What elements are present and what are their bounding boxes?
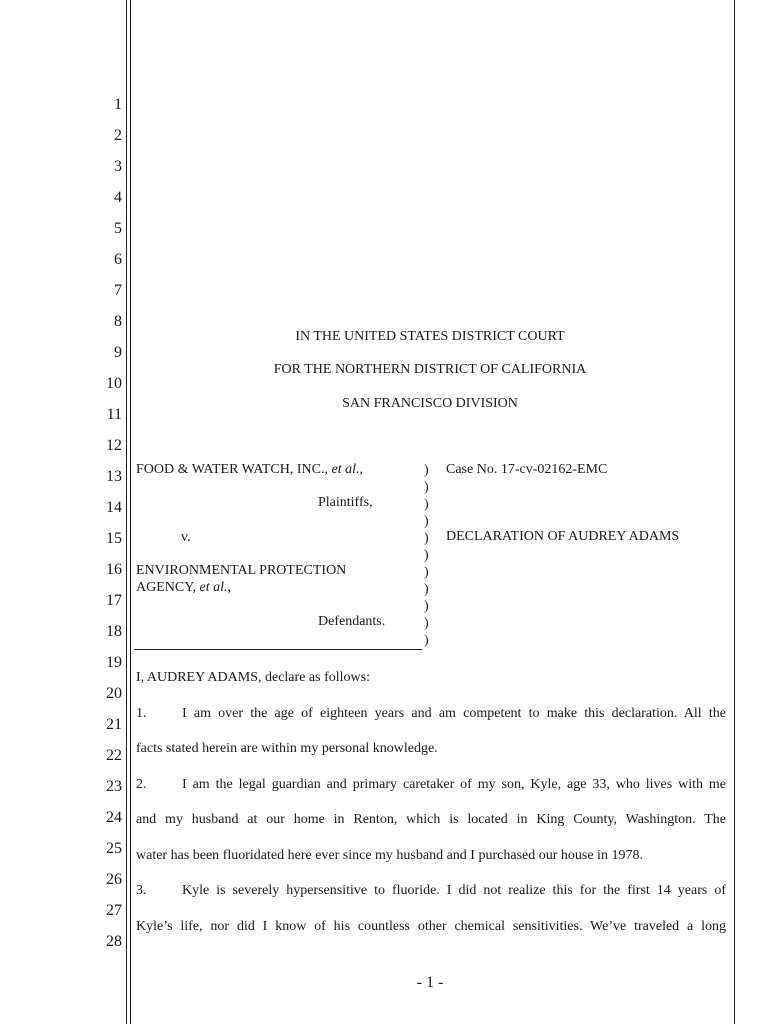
paragraph-3-line-1: Kyle is severely hypersensitive to fluoride. I did not realize this for the first 14 years of <box>182 883 726 898</box>
court-heading-line-3: SAN FRANCISCO DIVISION <box>342 396 518 411</box>
line-number: 2 <box>114 127 122 144</box>
line-number: 26 <box>106 871 122 888</box>
plaintiff-name: FOOD & WATER WATCH, INC., et al., <box>136 462 363 477</box>
line-number: 24 <box>106 809 122 826</box>
line-number: 28 <box>106 933 122 950</box>
line-number: 3 <box>114 158 122 175</box>
paragraph-2-line-3: water has been fluoridated here ever since my husband and I purchased our house in 1978. <box>136 848 643 863</box>
court-heading-line-2: FOR THE NORTHERN DISTRICT OF CALIFORNIA <box>273 362 587 377</box>
line-number: 12 <box>106 437 122 454</box>
left-margin-rule-1 <box>126 0 127 1024</box>
right-margin-rule <box>734 0 735 1024</box>
line-number: 16 <box>106 561 122 578</box>
line-number: 6 <box>114 251 122 268</box>
line-number: 5 <box>114 220 122 237</box>
line-number: 17 <box>106 592 122 609</box>
paragraph-3-line-2: Kyle’s life, nor did I know of his countless other chemical sensitivities. We’ve traveled a long <box>136 919 726 934</box>
line-number: 10 <box>106 375 122 392</box>
declaration-title: DECLARATION OF AUDREY ADAMS <box>446 529 680 544</box>
line-number: 20 <box>106 685 122 702</box>
line-number: 13 <box>106 468 122 485</box>
line-number: 18 <box>106 623 122 640</box>
paragraph-1-line-1: I am over the age of eighteen years and am competent to make this declaration. All the <box>182 706 726 721</box>
left-margin-rule-2 <box>130 0 131 1024</box>
case-number: Case No. 17-cv-02162-EMC <box>446 462 608 477</box>
line-number: 23 <box>106 778 122 795</box>
defendant-name-line-1: ENVIRONMENTAL PROTECTION <box>136 563 347 578</box>
page-number: - 1 - <box>416 974 444 991</box>
line-number: 25 <box>106 840 122 857</box>
line-number: 11 <box>106 406 122 423</box>
line-number: 14 <box>106 499 122 516</box>
line-number: 4 <box>114 189 122 206</box>
defendants-label: Defendants. <box>318 614 386 629</box>
court-heading-line-1: IN THE UNITED STATES DISTRICT COURT <box>295 329 565 344</box>
line-number: 8 <box>114 313 122 330</box>
versus: v. <box>181 530 191 545</box>
line-number: 9 <box>114 344 122 361</box>
defendant-name-line-2: AGENCY, et al., <box>136 580 232 595</box>
caption-underline <box>134 649 422 650</box>
line-number: 21 <box>106 716 122 733</box>
plaintiffs-label: Plaintiffs, <box>318 495 373 510</box>
line-number: 27 <box>106 902 122 919</box>
paragraph-number: 2. <box>136 777 147 792</box>
paragraph-2-line-2: and my husband at our home in Renton, which is located in King County, Washington. The <box>136 812 726 827</box>
line-number: 15 <box>106 530 122 547</box>
line-number: 19 <box>106 654 122 671</box>
declaration-intro: I, AUDREY ADAMS, declare as follows: <box>136 670 370 685</box>
paragraph-2-line-1: I am the legal guardian and primary caretaker of my son, Kyle, age 33, who lives with me <box>182 777 726 792</box>
line-number: 22 <box>106 747 122 764</box>
line-number: 7 <box>114 282 122 299</box>
paragraph-number: 1. <box>136 706 147 721</box>
line-number: 1 <box>114 96 122 113</box>
paragraph-1-line-2: facts stated herein are within my personal knowledge. <box>136 741 438 756</box>
paragraph-number: 3. <box>136 883 147 898</box>
